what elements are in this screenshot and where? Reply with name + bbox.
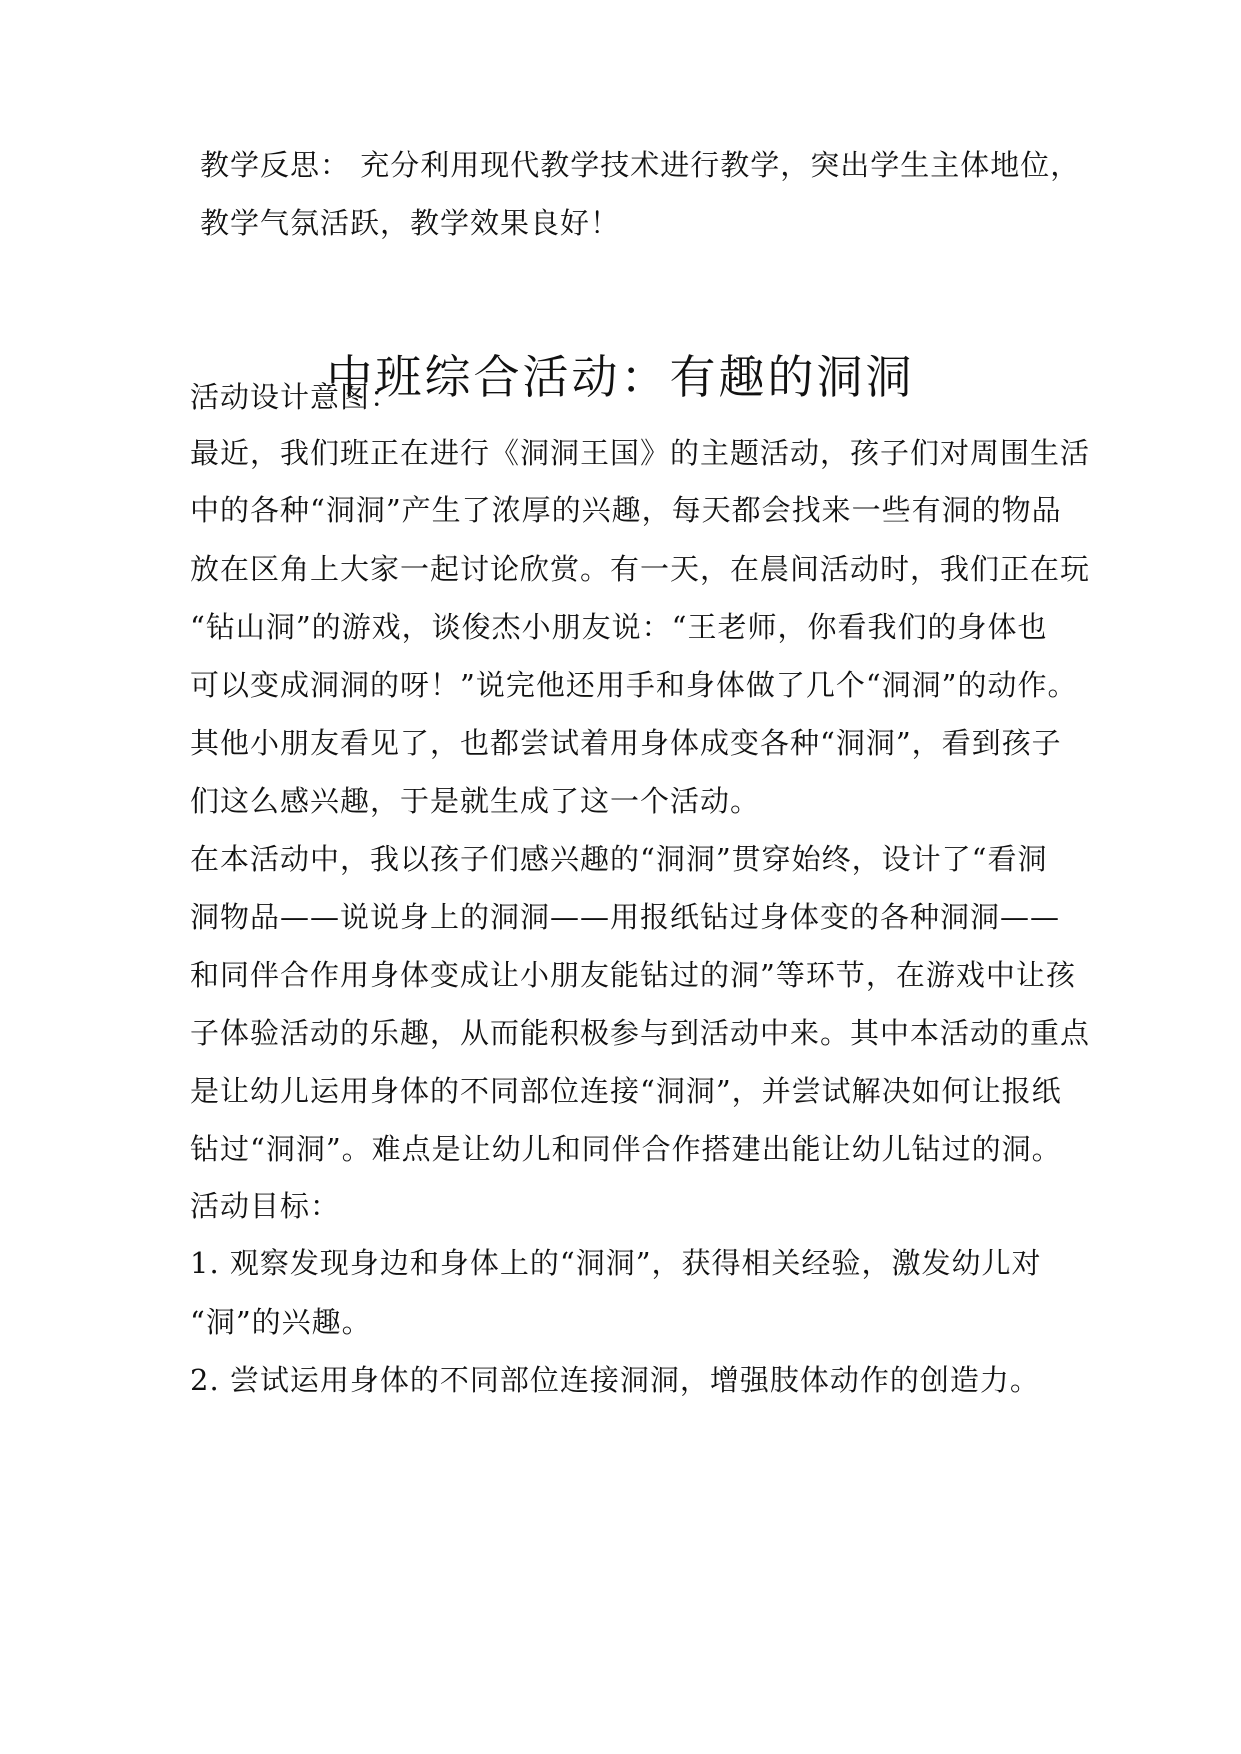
paragraph-line: 们这么感兴趣，于是就生成了这一个活动。 <box>190 784 761 818</box>
paragraph-line: 其他小朋友看见了，也都尝试着用身体成变各种“洞洞”，看到孩子 <box>190 726 1062 760</box>
paragraph-line: 放在区角上大家一起讨论欣赏。有一天，在晨间活动时，我们正在玩 <box>190 552 1091 586</box>
paragraph-line: 子体验活动的乐趣，从而能积极参与到活动中来。其中本活动的重点 <box>190 1016 1091 1050</box>
paragraph-line: 钻过“洞洞”。难点是让幼儿和同伴合作搭建出能让幼儿钻过的洞。 <box>190 1132 1062 1166</box>
paragraph-line: 最近，我们班正在进行《洞洞王国》的主题活动，孩子们对周围生活 <box>190 436 1091 470</box>
goals-heading: 活动目标： <box>190 1189 341 1223</box>
paragraph-line: 是让幼儿运用身体的不同部位连接“洞洞”，并尝试解决如何让报纸 <box>190 1074 1062 1108</box>
goal-item: 2. 尝试运用身体的不同部位连接洞洞，增强肢体动作的创造力。 <box>190 1363 1040 1397</box>
paragraph-line: 洞物品——说说身上的洞洞——用报纸钻过身体变的各种洞洞—— <box>190 900 1061 934</box>
reflection-line: 教学反思： 充分利用现代教学技术进行教学，突出学生主体地位， <box>200 148 1081 182</box>
paragraph-line: 在本活动中，我以孩子们感兴趣的“洞洞”贯穿始终，设计了“看洞 <box>190 842 1048 876</box>
paragraph-line: 可以变成洞洞的呀！”说完他还用手和身体做了几个“洞洞”的动作。 <box>190 668 1078 702</box>
goal-item: “洞”的兴趣。 <box>190 1305 372 1339</box>
design-intent-heading: 活动设计意图： <box>190 380 401 414</box>
goal-item: 1. 观察发现身边和身体上的“洞洞”，获得相关经验，激发幼儿对 <box>190 1246 1042 1280</box>
paragraph-line: “钻山洞”的游戏，谈俊杰小朋友说：“王老师，你看我们的身体也 <box>190 610 1048 644</box>
paragraph-line: 和同伴合作用身体变成让小朋友能钻过的洞”等环节，在游戏中让孩 <box>190 958 1076 992</box>
paragraph-line: 中的各种“洞洞”产生了浓厚的兴趣，每天都会找来一些有洞的物品 <box>190 493 1062 527</box>
document-title: 中班综合活动：有趣的洞洞 <box>326 350 915 404</box>
reflection-line: 教学气氛活跃，教学效果良好！ <box>200 206 621 240</box>
